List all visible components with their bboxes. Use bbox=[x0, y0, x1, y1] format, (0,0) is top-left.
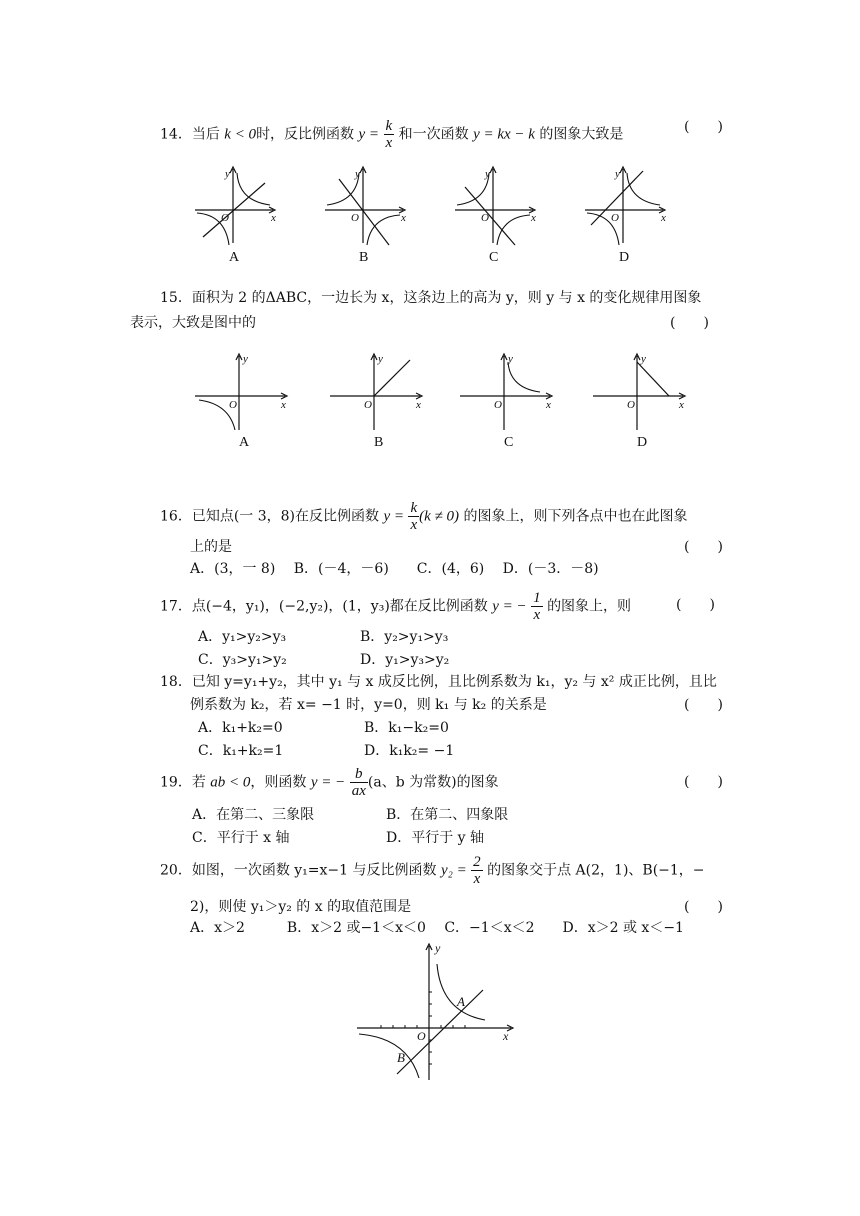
q16-fraction: $\frac{k}{x}$ bbox=[410, 500, 418, 533]
q18-option-b: B．k₁−k₂=0 bbox=[364, 720, 449, 736]
svg-text:y: y bbox=[435, 941, 441, 955]
q15-graph-b bbox=[330, 352, 430, 452]
svg-text:x: x bbox=[679, 399, 684, 411]
q16-post: 的图象上，则下列各点中也在此图象 bbox=[463, 508, 688, 525]
svg-text:D: D bbox=[637, 435, 648, 450]
q19-mid: ，则函数 bbox=[250, 774, 307, 791]
svg-text:O: O bbox=[481, 212, 489, 224]
svg-text:A: A bbox=[229, 250, 240, 265]
q19-option-b: B．在第二、四象限 bbox=[386, 807, 509, 823]
svg-text:C: C bbox=[504, 435, 514, 450]
q18-line2: 例系数为 k₂，若 x= −1 时，y=0，则 k₁ 与 k₂ 的关系是 bbox=[190, 697, 547, 713]
svg-text:O: O bbox=[494, 399, 502, 411]
q17-option-d: D．y₁>y₃>y₂ bbox=[360, 652, 450, 668]
q20-pre: 20．如图，一次函数 y₁=x−1 与反比例函数 bbox=[160, 862, 437, 879]
q15-paren: ( ) bbox=[670, 315, 709, 331]
q19-pre: 19．若 bbox=[160, 774, 206, 791]
q19-f-lhs: y = − bbox=[310, 774, 346, 791]
q14-num: 14． bbox=[160, 126, 192, 143]
q19-option-d: D．平行于 y 轴 bbox=[386, 830, 485, 846]
svg-text:A: A bbox=[239, 435, 250, 450]
svg-text:y: y bbox=[485, 168, 490, 180]
q18-line1: 18．已知 y=y₁+y₂，其中 y₁ 与 x 成反比例，且比例系数为 k₁，y₂ 与 x² 成正比例，且比 bbox=[160, 674, 717, 690]
svg-text:x: x bbox=[503, 1029, 509, 1043]
svg-text:A: A bbox=[457, 994, 465, 1009]
svg-text:O: O bbox=[351, 212, 359, 224]
q20-stem bbox=[160, 854, 705, 887]
q17-option-a: A．y₁>y₂>y₃ bbox=[198, 629, 287, 645]
q17-pre: 17．点(−4，y₁)，(−2,y₂)，(1，y₃)都在反比例函数 bbox=[160, 598, 488, 615]
svg-text:O: O bbox=[627, 399, 635, 411]
svg-text:B: B bbox=[374, 435, 384, 450]
svg-text:x: x bbox=[401, 212, 406, 224]
q19-cond: ab < 0 bbox=[210, 774, 251, 791]
q17-stem bbox=[160, 590, 631, 623]
q19-paren: ( ) bbox=[684, 774, 723, 790]
q14-mid2: 和一次函数 bbox=[398, 126, 469, 143]
q17-option-b: B．y₂>y₁>y₃ bbox=[360, 629, 449, 645]
svg-text:D: D bbox=[619, 250, 630, 265]
q19-option-a: A．在第二、三象限 bbox=[192, 807, 315, 823]
q17-f-lhs: y = − bbox=[492, 598, 527, 615]
q17-fraction: $\frac{1}{x}$ bbox=[533, 590, 541, 623]
q16-paren: ( ) bbox=[684, 539, 723, 555]
svg-text:x: x bbox=[546, 399, 551, 411]
q14-graph-c bbox=[455, 165, 545, 265]
svg-text:y: y bbox=[615, 168, 620, 180]
q14-post: 的图象大致是 bbox=[539, 126, 624, 143]
q17-post: 的图象上，则 bbox=[547, 598, 632, 615]
svg-text:B: B bbox=[359, 250, 369, 265]
q18-paren: ( ) bbox=[684, 697, 723, 713]
svg-text:x: x bbox=[531, 212, 536, 224]
q16-choices: A．(3，一 8) B．(－4，－6) C．(4，6) D．(－3．－8) bbox=[190, 561, 599, 577]
q14-mid1: 时，反比例函数 bbox=[256, 126, 355, 143]
q19-post: (a、b 为常数)的图象 bbox=[367, 774, 499, 791]
q20-line2: 2)，则使 y₁＞y₂ 的 x 的取值范围是 bbox=[190, 899, 412, 915]
q20-f-lhs: y₂ = bbox=[440, 862, 467, 879]
q14-pre: 当后 bbox=[191, 126, 220, 143]
q15-graph-d bbox=[593, 352, 693, 452]
q20-choices: A．x＞2 B．x＞2 或−1＜x＜0 C．−1＜x＜2 D．x＞2 或 x＜−1 bbox=[190, 920, 684, 936]
svg-text:B: B bbox=[397, 1050, 405, 1065]
q17-paren: ( ) bbox=[676, 597, 715, 613]
q16-pre: 16．已知点(一 3，8)在反比例函数 bbox=[160, 508, 380, 525]
svg-text:x: x bbox=[271, 212, 276, 224]
q14-paren: ( ) bbox=[684, 119, 723, 135]
svg-text:O: O bbox=[229, 399, 237, 411]
q14-f1-lhs: y = bbox=[358, 126, 380, 143]
q18-option-a: A．k₁+k₂=0 bbox=[198, 720, 283, 736]
svg-text:x: x bbox=[281, 399, 286, 411]
q16-line2: 上的是 bbox=[190, 539, 232, 555]
q14-f1-fraction: $\frac{k}{x}$ bbox=[385, 118, 393, 151]
q15-graph-a bbox=[195, 352, 295, 452]
q20-fraction: $\frac{2}{x}$ bbox=[473, 854, 481, 887]
q14-cond: k < 0 bbox=[224, 126, 257, 143]
svg-text:y: y bbox=[243, 353, 248, 365]
svg-text:C: C bbox=[489, 250, 499, 265]
q19-option-c: C．平行于 x 轴 bbox=[192, 830, 290, 846]
svg-text:y: y bbox=[641, 353, 646, 365]
q20-post: 的图象交于点 A(2，1)、B(−1，− bbox=[487, 862, 705, 879]
q20-paren: ( ) bbox=[684, 899, 723, 915]
svg-text:y: y bbox=[225, 168, 230, 180]
q16-stem bbox=[160, 500, 687, 533]
q14-f2: y = kx − k bbox=[473, 126, 535, 143]
q14-graph-b bbox=[325, 165, 415, 265]
q14-graph-d bbox=[585, 165, 675, 265]
svg-text:O: O bbox=[417, 1029, 426, 1043]
q15-line1: 15．面积为 2 的ΔABC，一边长为 x，这条边上的高为 y，则 y 与 x 的变化规律用图象 bbox=[160, 290, 702, 306]
svg-text:O: O bbox=[221, 212, 229, 224]
q19-stem bbox=[160, 766, 499, 799]
svg-text:y: y bbox=[355, 168, 360, 180]
q15-graph-c bbox=[460, 352, 560, 452]
q18-option-c: C．k₁+k₂=1 bbox=[198, 743, 284, 759]
svg-text:y: y bbox=[508, 353, 513, 365]
svg-text:x: x bbox=[416, 399, 421, 411]
svg-text:O: O bbox=[364, 399, 372, 411]
q20-graph bbox=[355, 942, 520, 1082]
q14-stem bbox=[160, 118, 623, 151]
svg-text:y: y bbox=[378, 353, 383, 365]
q15-line2: 表示，大致是图中的 bbox=[130, 315, 256, 331]
q17-option-c: C．y₃>y₁>y₂ bbox=[198, 652, 287, 668]
q14-graph-a bbox=[195, 165, 285, 265]
svg-text:O: O bbox=[611, 212, 619, 224]
q16-f-cond: (k ≠ 0) bbox=[419, 508, 460, 525]
q19-fraction: $\frac{b}{ax}$ bbox=[351, 766, 366, 799]
q18-option-d: D．k₁k₂= −1 bbox=[364, 743, 455, 759]
svg-text:x: x bbox=[661, 212, 666, 224]
q16-f-lhs: y = bbox=[383, 508, 404, 525]
